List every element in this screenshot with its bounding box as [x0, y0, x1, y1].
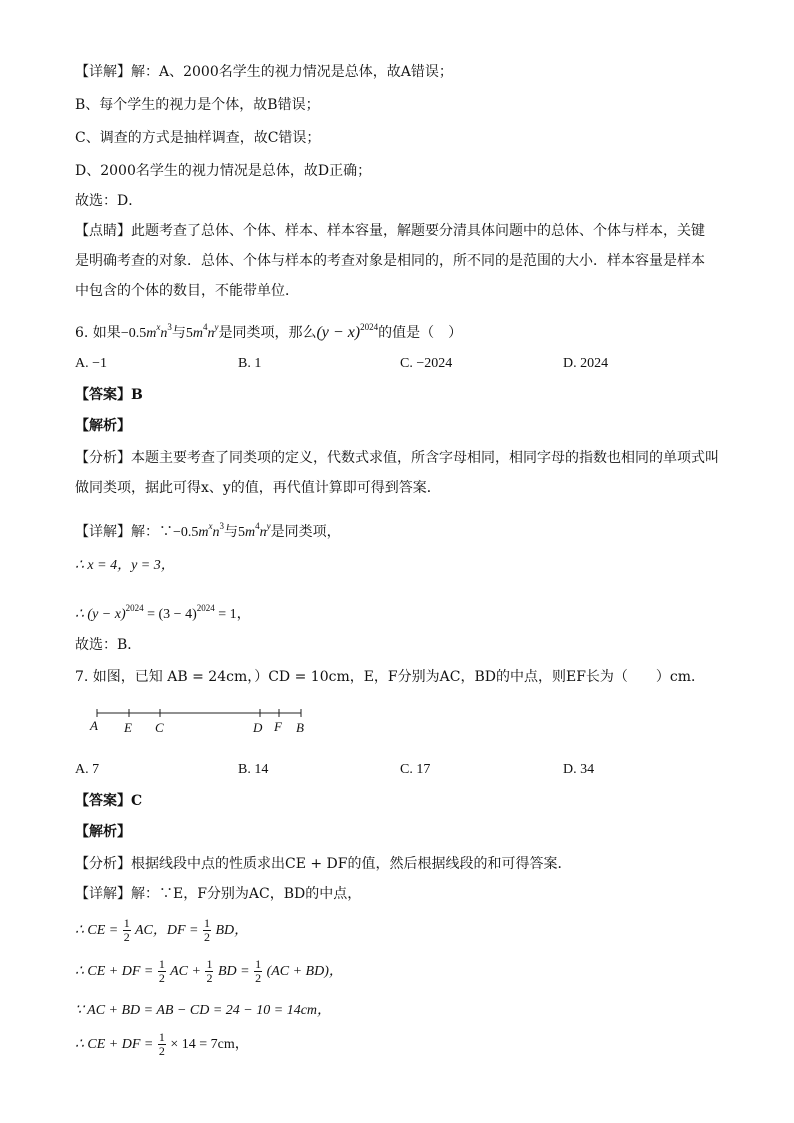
q5-detail: 【详解】解：A、2000名学生的视力情况是总体，故A错误； — [75, 64, 453, 80]
q6-stem-prefix: 6. 如果 — [75, 325, 121, 341]
q7-step-2: ∴ CE + DF = $\frac{1}{2}$ AC + $\frac{1}{2}$ BD = $\frac{1}{2}$ (AC + BD)， — [75, 957, 343, 986]
q6-term2-exp-4: 4 — [202, 322, 208, 332]
q7-option-c: C. 17 — [400, 762, 431, 777]
q7-stem: 7. 如图，已知 AB = 24cm，）CD = 10cm，E，F分别为AC，BD的中点，则EF长为（ ）cm． — [75, 669, 706, 685]
q5-option-b-explain: B、每个学生的视力是个体，故B错误； — [75, 97, 320, 113]
q6-term1-m: m — [146, 326, 157, 341]
q7-option-b: B. 14 — [238, 762, 269, 777]
q7-step-1: ∴ CE = $\frac{1}{2}$ AC，DF = $\frac{1}{2}$ BD， — [75, 916, 249, 945]
q6-stem — [75, 318, 462, 343]
q5-comment-2: 是明确考查的对象．总体、个体与样本的考查对象是相同的，所不同的是范围的大小．样本容量是样本 — [75, 253, 705, 269]
q6-expression: (y − x) — [316, 324, 361, 341]
q6-term2-exp-y: y — [214, 322, 219, 332]
q6-answer: 【答案】B — [75, 387, 143, 403]
q6-option-a: A. −1 — [75, 356, 108, 371]
q6-term2-n: n — [207, 326, 215, 341]
q6-detail-prefix: 【详解】解：∵ — [75, 524, 173, 540]
q6-step2-lhs: ∴ (y − x) — [75, 607, 126, 622]
q6-term2-coef: 5 — [185, 326, 193, 341]
q6-analysis-1: 【分析】本题主要考查了同类项的定义，代数式求值，所含字母相同，相同字母的指数也相同的单项式叫 — [75, 450, 719, 466]
q6-term2-m: m — [192, 326, 203, 341]
q6-analysis-2: 做同类项，据此可得x、y的值，再代值计算即可得到答案． — [75, 480, 441, 496]
q7-segment-figure — [85, 703, 325, 737]
q7-step-3: ∵ AC + BD = AB − CD = 24 − 10 = 14cm， — [75, 1003, 332, 1018]
fraction-half: $\frac{1}{2}$ — [204, 916, 210, 945]
q7-step-4: ∴ CE + DF = $\frac{1}{2}$ × 14 = 7cm， — [75, 1030, 249, 1059]
q6-step2-exp1: 2024 — [125, 603, 144, 613]
q6-joiner: 与 — [171, 325, 186, 341]
fraction-half: $\frac{1}{2}$ — [158, 1030, 165, 1059]
q7-analysis-title: 【解析】 — [75, 824, 131, 840]
q7-option-a: A. 7 — [75, 762, 100, 777]
q7-option-d: D. 34 — [563, 762, 595, 777]
q6-term1-n: n — [160, 326, 168, 341]
label-d: D — [253, 720, 263, 735]
label-e: E — [124, 720, 132, 735]
q6-stem-mid: 是同类项，那么 — [218, 325, 317, 341]
q6-detail: 【详解】解：$\because-0.5m^xn^3$与$5m^4n^y$是同类项， — [75, 521, 341, 540]
q5-comment-3: 中包含的个体的数目，不能带单位． — [75, 283, 299, 299]
fraction-half: $\frac{1}{2}$ — [158, 957, 165, 986]
fraction-half: $\frac{1}{2}$ — [255, 957, 262, 986]
q6-analysis-title: 【解析】 — [75, 418, 131, 434]
fraction-half: $\frac{1}{2}$ — [206, 957, 213, 986]
q6-term1-coef: −0.5 — [120, 326, 147, 341]
q6-option-b: B. 1 — [238, 356, 262, 371]
q6-option-c: C. −2024 — [400, 356, 453, 371]
q6-step-2 — [75, 599, 251, 624]
q6-step2-rhs: = 1， — [214, 607, 251, 622]
fraction-half: $\frac{1}{2}$ — [123, 916, 130, 945]
q5-option-d-explain: D、2000名学生的视力情况是总体，故D正确； — [75, 163, 372, 179]
q5-choose: 故选：D． — [75, 193, 143, 209]
q6-step-1: ∴ x = 4，y = 3， — [75, 558, 175, 573]
label-c: C — [155, 720, 164, 735]
q6-term1-exp-3: 3 — [167, 322, 172, 332]
label-a: A — [90, 718, 98, 733]
q6-stem-suffix: 的值是（ ） — [378, 325, 463, 341]
q5-option-c-explain: C、调查的方式是抽样调查，故C错误； — [75, 130, 321, 146]
q7-analysis: 【分析】根据线段中点的性质求出CE + DF的值，然后根据线段的和可得答案． — [75, 856, 572, 872]
q5-comment-1: 【点睛】此题考查了总体、个体、样本、样本容量，解题要分清具体问题中的总体、个体与样本，关键 — [75, 223, 705, 239]
q6-expression-exp: 2024 — [360, 322, 379, 332]
label-f: F — [274, 719, 282, 734]
q7-detail: 【详解】解：∵E，F分别为AC，BD的中点， — [75, 886, 362, 902]
q6-step2-mid: = (3 − 4) — [143, 607, 197, 622]
q6-option-d: D. 2024 — [563, 356, 609, 371]
q6-term1-exp-x: x — [156, 322, 161, 332]
q6-step2-exp2: 2024 — [196, 603, 215, 613]
q6-detail-suffix: 是同类项， — [270, 524, 341, 540]
q6-choose: 故选：B． — [75, 637, 142, 653]
label-b: B — [296, 720, 304, 735]
q7-answer: 【答案】C — [75, 793, 143, 809]
